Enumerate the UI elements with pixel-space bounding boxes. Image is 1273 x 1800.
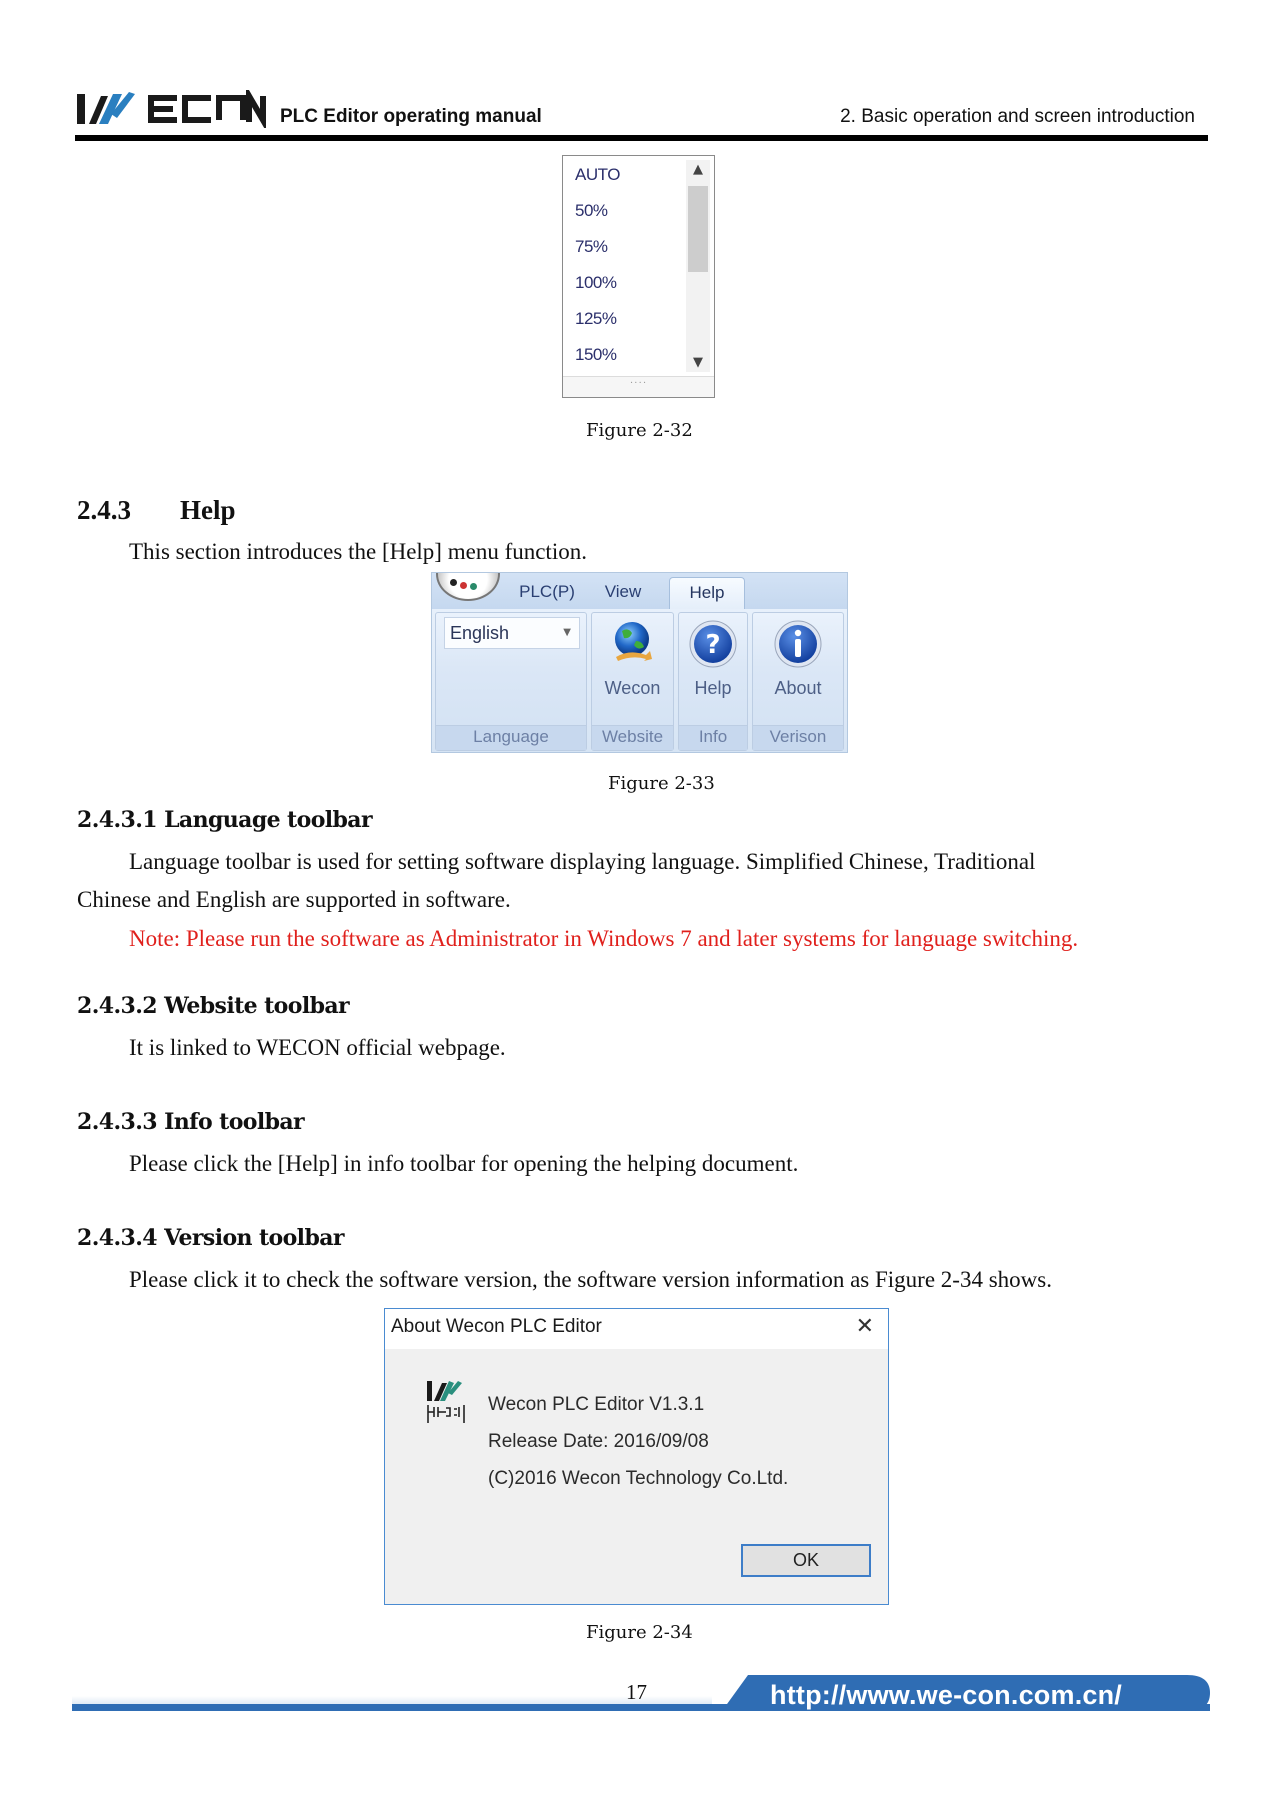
- page-number: 17: [626, 1680, 647, 1704]
- subsection-heading: 2.4.3.2 Website toolbar: [77, 993, 350, 1019]
- tab-plc[interactable]: PLC(P): [519, 582, 575, 601]
- scrollbar[interactable]: [686, 160, 710, 372]
- ok-button[interactable]: OK: [741, 1544, 871, 1577]
- app-menu-orb[interactable]: [436, 572, 500, 601]
- dialog-title: About Wecon PLC Editor: [391, 1316, 602, 1337]
- svg-text:?: ?: [705, 630, 721, 660]
- note-text: Note: Please run the software as Administrator in Windows 7 and later systems for language switching.: [129, 926, 1079, 951]
- zoom-option-150[interactable]: 150%: [575, 345, 617, 364]
- help-icon: [688, 619, 738, 669]
- button-label: Help: [694, 678, 732, 698]
- paragraph: It is linked to WECON official webpage.: [129, 1035, 506, 1060]
- paragraph: Language toolbar is used for setting software displaying language. Simplified Chinese, Traditional: [129, 849, 1036, 874]
- zoom-option-100[interactable]: 100%: [575, 273, 617, 292]
- paragraph: Please click the [Help] in info toolbar for opening the helping document.: [129, 1151, 799, 1176]
- ribbon-tab-bar: [432, 573, 847, 609]
- resize-grip[interactable]: ····: [563, 376, 714, 397]
- group-label: Info: [679, 725, 747, 750]
- manual-title: PLC Editor operating manual: [280, 106, 542, 127]
- wecon-website-button[interactable]: [591, 612, 674, 751]
- figure-caption: Figure 2-32: [586, 420, 693, 441]
- about-button[interactable]: [752, 612, 844, 751]
- zoom-option-125[interactable]: 125%: [575, 309, 617, 328]
- paragraph: Chinese and English are supported in software.: [77, 887, 511, 912]
- subsection-heading: 2.4.3.3 Info toolbar: [77, 1109, 305, 1135]
- chapter-title: 2. Basic operation and screen introduction: [840, 106, 1195, 127]
- tab-help[interactable]: Help: [669, 577, 745, 610]
- zoom-option-75[interactable]: 75%: [575, 237, 608, 256]
- scroll-up-icon[interactable]: ▲: [693, 162, 703, 177]
- scrollbar-thumb[interactable]: [688, 186, 708, 272]
- group-label: Verison: [753, 725, 843, 750]
- group-label: Website: [592, 725, 673, 750]
- close-icon[interactable]: ✕: [855, 1314, 874, 1339]
- help-button[interactable]: [678, 612, 748, 751]
- ribbon-panel: [432, 609, 847, 753]
- subsection-heading: 2.4.3.1 Language toolbar: [77, 807, 372, 833]
- zoom-level-list[interactable]: [562, 155, 715, 398]
- product-version: Wecon PLC Editor V1.3.1: [488, 1394, 705, 1415]
- chevron-down-icon: ▼: [563, 627, 571, 638]
- info-icon: [773, 619, 823, 669]
- figure-caption: Figure 2-33: [608, 773, 715, 794]
- release-date: Release Date: 2016/09/08: [488, 1431, 709, 1452]
- language-select-value: English: [450, 623, 510, 643]
- button-label: Wecon: [604, 678, 661, 698]
- scroll-down-icon[interactable]: ▼: [693, 355, 703, 370]
- group-language: [435, 612, 587, 751]
- dialog-titlebar: [385, 1309, 888, 1349]
- language-select[interactable]: [444, 617, 580, 649]
- header-rule: [75, 135, 1208, 141]
- figure-caption: Figure 2-34: [586, 1622, 693, 1643]
- wecon-logo: [77, 90, 269, 128]
- button-label: About: [774, 678, 822, 698]
- zoom-option-auto[interactable]: AUTO: [575, 165, 620, 184]
- group-label: Language: [436, 725, 586, 750]
- section-number: 2.4.3: [77, 495, 131, 525]
- zoom-option-50[interactable]: 50%: [575, 201, 608, 220]
- section-title: Help: [180, 495, 236, 525]
- subsection-heading: 2.4.3.4 Version toolbar: [77, 1225, 344, 1251]
- section-intro: This section introduces the [Help] menu function.: [129, 539, 587, 564]
- tab-view[interactable]: View: [604, 582, 642, 601]
- section-heading: [77, 495, 236, 526]
- website-link[interactable]: http://www.we-con.com.cn/: [770, 1680, 1123, 1710]
- globe-icon: [608, 619, 658, 669]
- about-dialog: [384, 1308, 889, 1605]
- copyright: (C)2016 Wecon Technology Co.Ltd.: [488, 1468, 789, 1489]
- wecon-app-icon: [426, 1379, 476, 1429]
- paragraph: Please click it to check the software version, the software version information as Figure 2-34 shows.: [129, 1267, 1052, 1292]
- help-ribbon: [431, 572, 848, 753]
